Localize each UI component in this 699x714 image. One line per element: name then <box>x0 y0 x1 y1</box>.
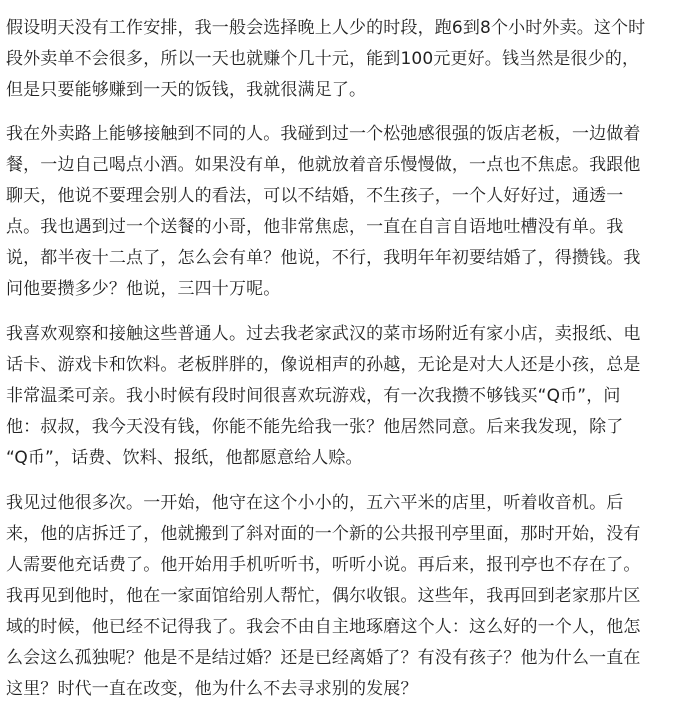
text-line: 假设明天没有工作安排，我一般会选择晚上人少的时段，跑6到8个小时外卖。这个时 <box>6 18 646 38</box>
text-line: 么会这么孤独呢？他是不是结过婚？还是已经离婚了？有没有孩子？他为什么一直在 <box>6 648 641 668</box>
text-line: 他：叔叔，我今天没有钱，你能不能先给我一张？他居然同意。后来我发现，除了 <box>6 417 624 437</box>
text-line: 非常温柔可亲。我小时候有段时间很喜欢玩游戏，有一次我攒不够钱买“Q币”，问 <box>6 386 621 406</box>
text-line: 话卡、游戏卡和饮料。老板胖胖的，像说相声的孙越，无论是对大人还是小孩，总是 <box>6 355 641 375</box>
text-line: 人需要他充话费了。他开始用手机听听书，听听小说。再后来，报刊亭也不存在了。 <box>6 555 641 575</box>
text-line: “Q币”，话费、饮料、报纸，他都愿意给人赊。 <box>6 448 363 468</box>
text-line: 餐，一边自己喝点小酒。如果没有单，他就放着音乐慢慢做，一点也不焦虑。我跟他 <box>6 155 641 175</box>
text-line: 点。我也遇到过一个送餐的小哥，他非常焦虑，一直在自言自语地吐槽没有单。我 <box>6 217 624 237</box>
text-line: 我见过他很多次。一开始，他守在这个小小的，五六平米的店里，听着收音机。后 <box>6 493 624 513</box>
text-line: 问他要攒多少？他说，三四十万呢。 <box>6 279 281 299</box>
text-line: 这里？时代一直在改变，他为什么不去寻求别的发展？ <box>6 679 418 699</box>
text-line: 我在外卖路上能够接触到不同的人。我碰到过一个松弛感很强的饭店老板，一边做着 <box>6 124 641 144</box>
text-line: 我喜欢观察和接触这些普通人。过去我老家武汉的菜市场附近有家小店，卖报纸、电 <box>6 324 641 344</box>
text-line: 说，都半夜十二点了，怎么会有单？他说，不行，我明年年初要结婚了，得攒钱。我 <box>6 248 641 268</box>
text-line: 段外卖单不会很多，所以一天也就赚个几十元，能到100元更好。钱当然是很少的， <box>6 49 640 69</box>
text-line: 聊天，他说不要理会别人的看法，可以不结婚，不生孩子，一个人好好过，通透一 <box>6 186 624 206</box>
text-line: 来，他的店拆迁了，他就搬到了斜对面的一个新的公共报刊亭里面，那时开始，没有 <box>6 524 641 544</box>
text-line: 但是只要能够赚到一天的饭钱，我就很满足了。 <box>6 80 367 100</box>
text-line: 我再见到他时，他在一家面馆给别人帮忙，偶尔收银。这些年，我再回到老家那片区 <box>6 586 641 606</box>
text-line: 域的时候，他已经不记得我了。我会不由自主地琢磨这个人：这么好的一个人，他怎 <box>6 617 641 637</box>
